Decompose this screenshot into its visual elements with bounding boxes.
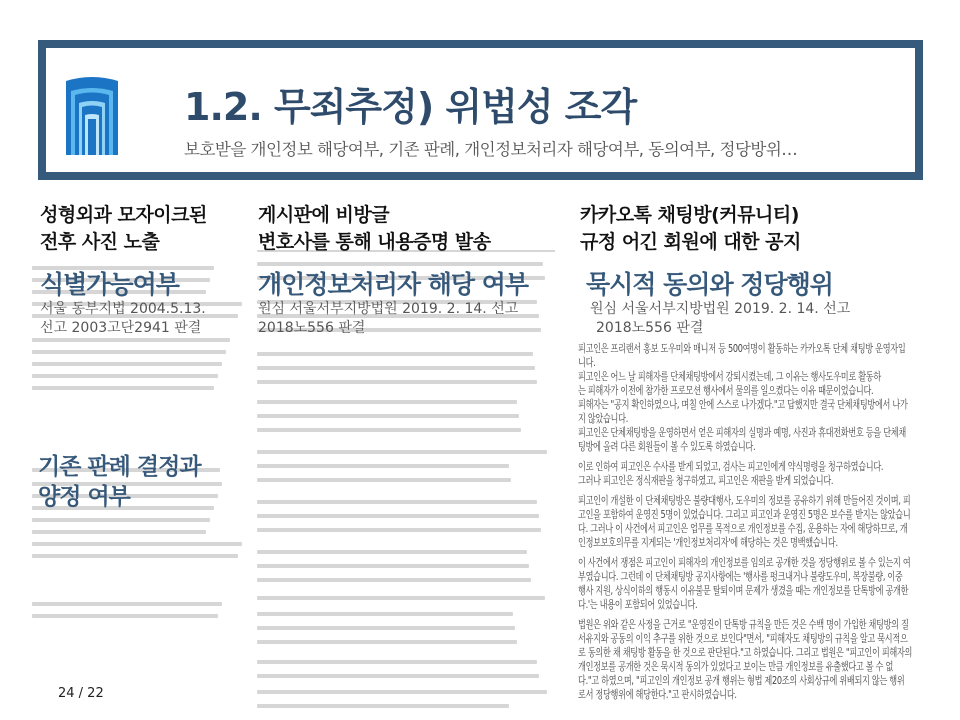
faint-text-line [257, 640, 517, 644]
case2-heading-line: 변호사를 통해 내용증명 발송 [258, 231, 491, 253]
case3-heading [580, 202, 801, 256]
faint-text-line [257, 450, 547, 454]
document-text-line: 다.'는 내용이 포함되어 있었습니다. [578, 598, 698, 611]
document-text-line: 니다. [578, 356, 596, 369]
faint-text-line [257, 428, 521, 432]
case1-citation [40, 300, 206, 338]
faint-text-line [32, 614, 218, 618]
document-text-line: 이로 인하여 피고인은 수사를 받게 되었고, 검사는 피고인에게 약식명령을 청구하였습니다. [578, 460, 884, 473]
faint-text-line [32, 518, 210, 522]
document-text-line: 팅방에 올려 다른 회원들이 볼 수 있도록 하였습니다. [578, 440, 756, 453]
citation-line: 선고 2003고단2941 판결 [40, 320, 202, 336]
document-text-line: 피고인은 프리랜서 홍보 도우미와 매니저 등 500여명이 활동하는 카카오톡 단체 채팅방 운영자입 [578, 342, 906, 355]
citation-line: 원심 서울서부지방법원 2019. 2. 14. 선고 [258, 301, 519, 317]
faint-text-line [257, 414, 519, 418]
faint-text-line [257, 578, 531, 582]
faint-text-line [257, 690, 547, 694]
faint-text-line [257, 366, 535, 370]
case3-label: 묵시적 동의와 정당행위 [586, 270, 833, 299]
left-extra-label [38, 452, 201, 512]
faint-text-line [257, 596, 545, 600]
document-text-line: 인정보보호의무를 지게되는 '개인정보처리자'에 해당하는 것은 명백했습니다. [578, 536, 838, 549]
court-building-logo [66, 73, 118, 155]
document-text-line: 지 않았습니다. [578, 412, 628, 425]
case1-heading-line: 성형외과 모자이크된 [40, 204, 207, 226]
faint-text-line [257, 380, 537, 384]
citation-line: 2018노556 판결 [258, 320, 366, 336]
faint-text-line [257, 704, 509, 708]
case3-heading-line: 규정 어긴 회원에 대한 공지 [580, 231, 801, 253]
document-text-line: 행사 지원, 상식이하의 행동시 이유불문 탈퇴이며 문제가 생겼을 때는 개인정보를 단톡방에 공개한 [578, 584, 909, 597]
document-text-line: 서유지와 공동의 이익 추구를 위한 것으로 보인다"면서, "피해자도 채팅방의 규칙을 알고 묵시적으 [578, 632, 908, 645]
case2-label: 개인정보처리자 해당 여부 [258, 270, 529, 299]
document-text-line: 피고인은 어느 날 피해자를 단체채팅방에서 강퇴시켰는데, 그 이유는 행사도우미로 활동하 [578, 370, 881, 383]
citation-line: 2018노556 판결 [596, 320, 704, 336]
document-text-line: 다."고 하였으며, "피고인의 개인정보 공개 행위는 형법 제20조의 사회상규에 위배되지 않는 행위 [578, 674, 905, 687]
document-text-line: 개인정보를 공개한 것은 묵시적 동의가 있었다고 보이는 만큼 개인정보를 유출했다고 볼 수 없 [578, 660, 894, 673]
faint-text-line [257, 660, 537, 664]
right-document-image [578, 342, 948, 702]
case2-citation [258, 300, 518, 338]
faint-text-line [32, 374, 218, 378]
case3-citation [590, 300, 850, 338]
faint-text-line [257, 564, 529, 568]
document-text-line: 는 피해자가 이전에 참가한 프로모션 행사에서 물의를 일으켰다는 이유 때문이었습니다. [578, 384, 874, 397]
faint-text-line [32, 602, 222, 606]
document-text-line: 부였습니다. 그런데 이 단체채팅방 공지사항에는 '행사를 펑크내거나 불량도우미, 복장불량, 이중 [578, 570, 903, 583]
faint-text-line [32, 542, 242, 546]
faint-text-line [32, 350, 226, 354]
document-text-line: 피고인이 개설한 이 단체채팅방은 불량대행사, 도우미의 정보를 공유하기 위해 만들어진 것이며, 피 [578, 494, 911, 507]
page-number: 24 / 22 [58, 686, 104, 701]
extra-label-line: 양정 여부 [38, 484, 130, 510]
faint-text-line [257, 352, 533, 356]
case3-heading-line: 카카오톡 채팅방(커뮤니티) [580, 204, 799, 226]
case2-heading [258, 202, 491, 256]
document-text-line: 로서 정당행위에 해당한다."고 판시하였습니다. [578, 688, 737, 701]
document-text-line: 고인을 포함하여 운영진 5명이 있었습니다. 그리고 피고인과 운영진 5명은 보수를 받지는 않았습니 [578, 508, 911, 521]
case1-heading-line: 전후 사진 노출 [40, 231, 160, 253]
faint-text-line [32, 554, 238, 558]
case2-heading-line: 게시판에 비방글 [258, 204, 390, 226]
slide-title: 1.2. 무죄추정) 위법성 조각 [184, 85, 637, 129]
faint-text-line [257, 400, 517, 404]
citation-line: 서울 동부지법 2004.5.13. [40, 301, 206, 317]
document-text-line: 그러나 피고인은 정식재판을 청구하였고, 피고인은 재판을 받게 되었습니다. [578, 474, 834, 487]
faint-text-line [32, 338, 230, 342]
document-text-line: 법원은 위와 같은 사정을 근거로 "운영진이 단톡방 규칙을 만든 것은 수백 명이 가입한 채팅방의 질 [578, 618, 909, 631]
slide-header [38, 40, 923, 180]
faint-text-line [32, 530, 206, 534]
citation-line: 원심 서울서부지방법원 2019. 2. 14. 선고 [590, 301, 851, 317]
faint-text-line [257, 500, 537, 504]
document-text-line: 피해자는 "공지 확인하였으나, 며칠 안에 스스로 나가겠다."고 답했지만 결국 단체채팅방에서 나가 [578, 398, 908, 411]
faint-text-line [257, 674, 539, 678]
faint-text-line [257, 626, 515, 630]
extra-label-line: 기존 판례 결정과 [38, 454, 201, 480]
slide-subtitle: 보호받을 개인정보 해당여부, 기존 판례, 개인정보처리자 해당여부, 동의여부, 정당방위… [184, 140, 798, 159]
faint-text-line [257, 478, 511, 482]
document-text-line: 다. 그러나 이 사건에서 피고인은 업무를 목적으로 개인정보를 수집, 운용하는 자에 해당하므로, 개 [578, 522, 908, 535]
case1-label: 식별가능여부 [40, 270, 179, 299]
document-text-line: 피고인은 단체채팅방을 운영하면서 얻은 피해자의 실명과 예명, 사진과 휴대전화번호 등을 단체채 [578, 426, 906, 439]
case1-heading [40, 202, 207, 256]
faint-text-line [257, 528, 541, 532]
faint-text-line [32, 386, 214, 390]
faint-text-line [32, 362, 222, 366]
faint-text-line [257, 464, 509, 468]
faint-text-line [257, 514, 539, 518]
document-text-line: 로 동의한 채 채팅방 활동을 한 것으로 판단된다."고 하였습니다. 그리고 법원은 "피고인이 피해자의 [578, 646, 913, 659]
document-text-line: 이 사건에서 쟁점은 피고인이 피해자의 개인정보를 임의로 공개한 것을 정당행위로 볼 수 있는지 여 [578, 556, 911, 569]
faint-text-line [257, 550, 527, 554]
faint-text-line [257, 612, 513, 616]
